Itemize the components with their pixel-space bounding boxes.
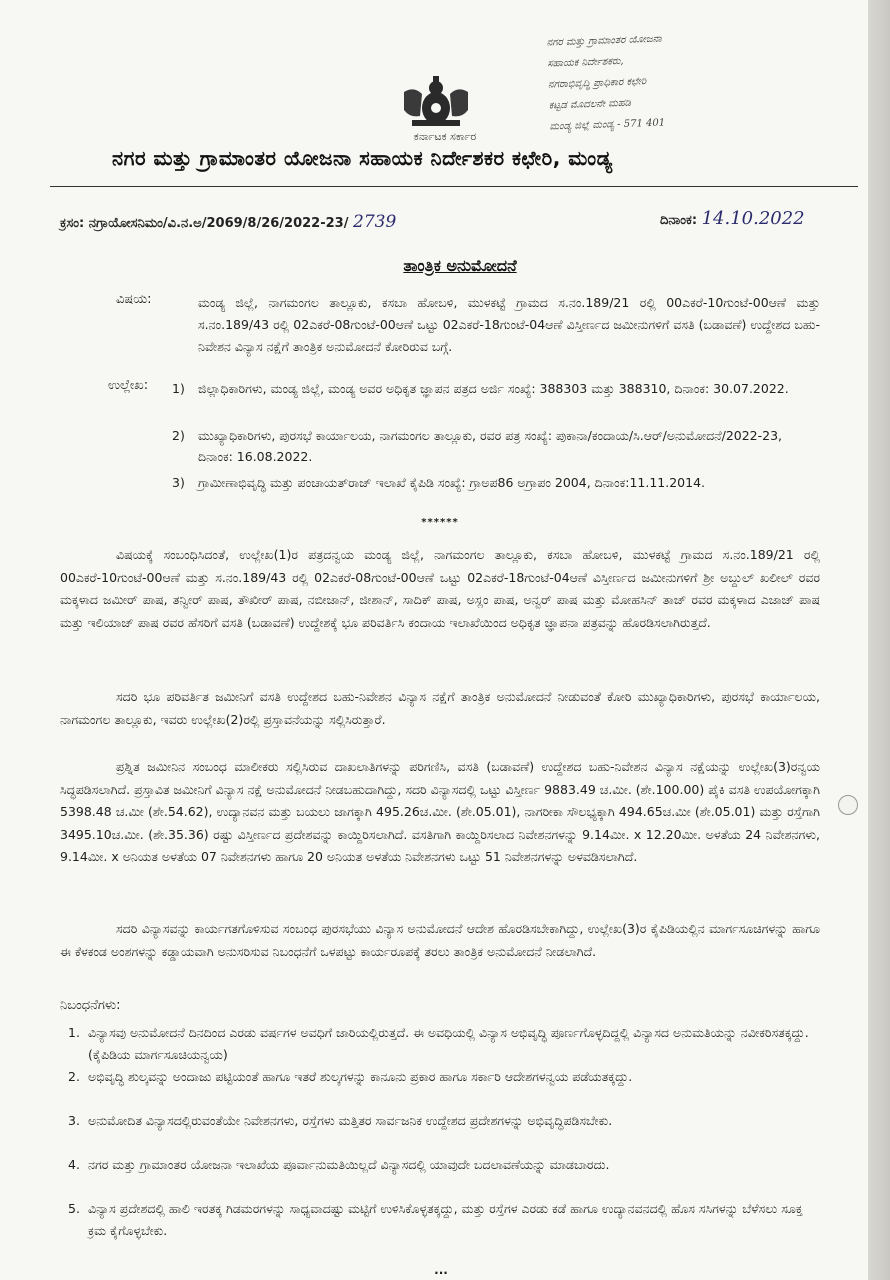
- handwritten-address-line: ಸಹಾಯಕ ನಿರ್ದೇಶಕರು,: [547, 55, 624, 70]
- condition-number: 1.: [68, 1025, 80, 1040]
- header-divider: [50, 186, 858, 187]
- handwritten-address-line: ನಗರಾಭಿವೃದ್ಧಿ ಪ್ರಾಧಿಕಾರ ಕಛೇರಿ: [547, 76, 647, 91]
- page-edge: [868, 0, 890, 1280]
- reference-item-text: ಗ್ರಾಮೀಣಾಭಿವೃದ್ಧಿ ಮತ್ತು ಪಂಚಾಯತ್‌ರಾಜ್ ಇಲಾಖೆ ಕೈಪಿಡಿ ಸಂಖ್ಯೆ: ಗ್ರಾಅಪ86 ಅಗ್ರಾಪಂ 2004, ದಿನಾಂಕ:11.11.2014.: [198, 475, 706, 490]
- condition-text: ವಿನ್ಯಾಸವು ಅನುಮೋದನೆ ದಿನದಿಂದ ಎರಡು ವರ್ಷಗಳ ಅವಧಿಗೆ ಜಾರಿಯಲ್ಲಿರುತ್ತದೆ. ಈ ಅವಧಿಯಲ್ಲಿ ವಿನ್ಯಾಸ ಅಭಿವೃದ್ಧಿ ಪೂರ್ಣಗೊಳ್ಳದಿದ್ದಲ್ಲಿ ವಿನ್ಯಾಸದ ಅನುಮತಿಯನ್ನು ನವೀಕರಿಸತಕ್ಕದ್ದು. (ಕೈಪಿಡಿಯ ಮಾರ್ಗಸೂಚಿಯನ್ವಯ): [88, 1025, 809, 1062]
- reference-number: [60, 212, 620, 232]
- separator: ******: [421, 517, 459, 528]
- body-paragraph: [60, 756, 820, 869]
- body-paragraph: [60, 544, 820, 634]
- reference-item-number: 1): [172, 381, 185, 396]
- date-label: ದಿನಾಂಕ:: [660, 213, 698, 228]
- condition-number: 2.: [68, 1069, 80, 1084]
- body-paragraph-text: ಸದರಿ ಭೂ ಪರಿವರ್ತಿತ ಜಮೀನಿಗೆ ವಸತಿ ಉದ್ದೇಶದ ಬಹು-ನಿವೇಶನ ವಿನ್ಯಾಸ ನಕ್ಷೆಗೆ ತಾಂತ್ರಿಕ ಅನುಮೋದನೆ ನೀಡುವಂತೆ ಕೋರಿ ಮುಖ್ಯಾಧಿಕಾರಿಗಳು, ಪುರಸಭೆ ಕಾರ್ಯಾಲಯ, ನಾಗಮಂಗಲ ತಾಲ್ಲೂಕು, ಇವರು ಉಲ್ಲೇಖ(2)ರಲ್ಲಿ ಪ್ರಸ್ತಾವನೆಯನ್ನು ಸಲ್ಲಿಸಿರುತ್ತಾರೆ.: [60, 689, 820, 727]
- handwritten-reference-number: 2739: [353, 212, 397, 232]
- handwritten-address-line: ಕಟ್ಟಡ ಮೊದಲನೇ ಮಹಡಿ: [548, 97, 632, 112]
- condition-text: ನಗರ ಮತ್ತು ಗ್ರಾಮಾಂತರ ಯೋಜನಾ ಇಲಾಖೆಯ ಪೂರ್ವಾನುಮತಿಯಿಲ್ಲದೆ ವಿನ್ಯಾಸದಲ್ಲಿ ಯಾವುದೇ ಬದಲಾವಣೆಯನ್ನು ಮಾಡಬಾರದು.: [88, 1157, 610, 1172]
- body-paragraph-text: ವಿಷಯಕ್ಕೆ ಸಂಬಂಧಿಸಿದಂತೆ, ಉಲ್ಲೇಖ(1)ರ ಪತ್ರದನ್ವಯ ಮಂಡ್ಯ ಜಿಲ್ಲೆ, ನಾಗಮಂಗಲ ತಾಲ್ಲೂಕು, ಕಸಬಾ ಹೋಬಳಿ, ಮುಳಕಟ್ಟೆ ಗ್ರಾಮದ ಸ.ನಂ.189/21 ರಲ್ಲಿ 00ಎಕರೆ-10ಗುಂಟೆ-00ಆಣೆ ಮತ್ತು ಸ.ನಂ.189/43 ರಲ್ಲಿ 02ಎಕರೆ-08ಗುಂಟೆ-00ಆಣೆ ಒಟ್ಟು 02ಎಕರೆ-18ಗುಂಟೆ-04ಆಣೆ ವಿಸ್ತೀರ್ಣದ ಜಮೀನುಗಳಿಗೆ ಶ್ರೀ ಅಬ್ದುಲ್ ಖಲೀಲ್ ರವರ ಮಕ್ಕಳಾದ ಜಮೀರ್ ಪಾಷ, ತನ್ವೀರ್ ಪಾಷ, ತೌಖೀರ್ ಪಾಷ, ನಬೀಜಾನ್, ಜೀಶಾನ್, ಸಾದಿಕ್ ಪಾಷ, ಅಸ್ಲಂ ಪಾಷ, ಅನ್ವರ್ ಪಾಷ ಮತ್ತು ಮೋಹಸಿನ್ ತಾಜ್ ರವರ ಮಕ್ಕಳಾದ ಎಜಾಜ್ ಪಾಷ ಮತ್ತು ಇಲಿಯಾಜ್ ಪಾಷ ರವರ ಹೆಸರಿಗೆ ವಸತಿ (ಬಡಾವಣೆ) ಉದ್ದೇಶಕ್ಕೆ ಭೂ ಪರಿವರ್ತಿಸಿ ಕಂದಾಯ ಇಲಾಖೆಯಿಂದ ಅಧಿಕೃತ ಜ್ಞಾಪನಾ ಪತ್ರವನ್ನು ಹೊರಡಿಸಲಾಗಿರುತ್ತದೆ.: [60, 547, 820, 630]
- subject-label: ವಿಷಯ:: [116, 292, 152, 307]
- body-paragraph-text: ಪ್ರಶ್ನಿತ ಜಮೀನಿನ ಸಂಬಂಧ ಮಾಲೀಕರು ಸಲ್ಲಿಸಿರುವ ದಾಖಲಾತಿಗಳನ್ನು ಪರಿಗಣಿಸಿ, ವಸತಿ (ಬಡಾವಣೆ) ಉದ್ದೇಶದ ಬಹು-ನಿವೇಶನ ವಿನ್ಯಾಸ ನಕ್ಷೆಯನ್ನು ಉಲ್ಲೇಖ(3)ರನ್ವಯ ಸಿದ್ಧಪಡಿಸಲಾಗಿದೆ. ಪ್ರಸ್ತಾವಿತ ಜಮೀನಿಗೆ ವಿನ್ಯಾಸ ನಕ್ಷೆ ಅನುಮೋದನೆ ನೀಡಬಹುದಾಗಿದ್ದು, ಸದರಿ ವಿನ್ಯಾಸದಲ್ಲಿ ಒಟ್ಟು ವಿಸ್ತೀರ್ಣ 9883.49 ಚ.ಮೀ. (ಶೇ.100.00) ಪೈಕಿ ವಸತಿ ಉಪಯೋಗಕ್ಕಾಗಿ 5398.48 ಚ.ಮೀ (ಶೇ.54.62), ಉದ್ಯಾನವನ ಮತ್ತು ಬಯಲು ಜಾಗಕ್ಕಾಗಿ 495.26ಚ.ಮೀ. (ಶೇ.05.01), ನಾಗರೀಕಾ ಸೌಲಭ್ಯಕ್ಕಾಗಿ 494.65ಚ.ಮೀ (ಶೇ.05.01) ಮತ್ತು ರಸ್ತೆಗಾಗಿ 3495.10ಚ.ಮೀ. (ಶೇ.35.36) ರಷ್ಟು ವಿಸ್ತೀರ್ಣದ ಪ್ರದೇಶವನ್ನು ಕಾಯ್ದಿರಿಸಲಾಗಿದೆ. ವಸತಿಗಾಗಿ ಕಾಯ್ದಿರಿಸಲಾದ ನಿವೇಶನಗಳನ್ನು 9.14ಮೀ. x 12.20ಮೀ. ಅಳತೆಯ 24 ನಿವೇಶನಗಳು, 9.14ಮೀ. x ಅನಿಯತ ಅಳತೆಯ 07 ನಿವೇಶನಗಳು ಹಾಗೂ 20 ಅನಿಯತ ಅಳತೆಯ ನಿವೇಶನಗಳು ಒಟ್ಟು 51 ನಿವೇಶನಗಳನ್ನು ಅಳವಡಿಸಲಾಗಿದೆ.: [60, 759, 820, 864]
- document-date: [660, 208, 860, 229]
- karnataka-emblem-icon: [398, 72, 474, 130]
- condition-text: ಅಭಿವೃದ್ಧಿ ಶುಲ್ಕವನ್ನು ಅಂದಾಜು ಪಟ್ಟಿಯಂತೆ ಹಾಗೂ ಇತರೆ ಶುಲ್ಕಗಳನ್ನು ಕಾನೂನು ಪ್ರಕಾರ ಹಾಗೂ ಸರ್ಕಾರಿ ಆದೇಶಗಳನ್ವಯ ಪಡೆಯತಕ್ಕದ್ದು.: [88, 1069, 633, 1084]
- reference-item-text: ಜಿಲ್ಲಾಧಿಕಾರಿಗಳು, ಮಂಡ್ಯ ಜಿಲ್ಲೆ, ಮಂಡ್ಯ ಅವರ ಅಧಿಕೃತ ಜ್ಞಾಪನ ಪತ್ರದ ಅರ್ಜಿ ಸಂಖ್ಯೆ: 388303 ಮತ್ತು 388310, ದಿನಾಂಕ: 30.07.2022.: [198, 381, 789, 396]
- government-name: ಕರ್ನಾಟಕ ಸರ್ಕಾರ: [413, 130, 477, 143]
- punch-hole: [838, 795, 858, 815]
- handwritten-date: 14.10.2022: [701, 208, 805, 229]
- condition-number: 5.: [68, 1201, 80, 1216]
- body-paragraph: [60, 918, 820, 963]
- reference-label: ಕ್ರಸಂ: ನಗ್ರಾಯೋಸನಿಮಂ/ವಿ.ನ.ಅ/2069/8/26/2022-23/: [60, 216, 349, 231]
- reference-item-number: 3): [172, 475, 185, 490]
- condition-text: ವಿನ್ಯಾಸ ಪ್ರದೇಶದಲ್ಲಿ ಹಾಲಿ ಇರತಕ್ಕ ಗಿಡಮರಗಳನ್ನು ಸಾಧ್ಯವಾದಷ್ಟು ಮಟ್ಟಿಗೆ ಉಳಿಸಿಕೊಳ್ಳತಕ್ಕದ್ದು, ಮತ್ತು ರಸ್ತೆಗಳ ಎರಡು ಕಡೆ ಹಾಗೂ ಉದ್ಯಾನವನದಲ್ಲಿ ಹೊಸ ಸಸಿಗಳನ್ನು ಬೆಳೆಸಲು ಸೂಕ್ತ ಕ್ರಮ ಕೈಗೊಳ್ಳಬೇಕು.: [88, 1201, 803, 1238]
- body-paragraph: [60, 686, 820, 731]
- conditions-heading: ನಿಬಂಧನೆಗಳು:: [60, 998, 121, 1013]
- office-title: ನಗರ ಮತ್ತು ಗ್ರಾಮಾಂತರ ಯೋಜನಾ ಸಹಾಯಕ ನಿರ್ದೇಶಕರ ಕಛೇರಿ, ಮಂಡ್ಯ: [112, 146, 613, 170]
- body-paragraph-text: ಸದರಿ ವಿನ್ಯಾಸವನ್ನು ಕಾರ್ಯಗತಗೊಳಿಸುವ ಸಂಬಂಧ ಪುರಸಭೆಯು ವಿನ್ಯಾಸ ಅನುಮೋದನೆ ಆದೇಶ ಹೊರಡಿಸಬೇಕಾಗಿದ್ದು, ಉಲ್ಲೇಖ(3)ರ ಕೈಪಿಡಿಯಲ್ಲಿನ ಮಾರ್ಗಸೂಚಿಗಳನ್ನು ಹಾಗೂ ಈ ಕೆಳಕಂಡ ಅಂಶಗಳನ್ನು ಕಡ್ಡಾಯವಾಗಿ ಅನುಸರಿಸುವ ನಿಬಂಧನೆಗೆ ಒಳಪಟ್ಟು ಕಾರ್ಯರೂಪಕ್ಕೆ ತರಲು ತಾಂತ್ರಿಕ ಅನುಮೋದನೆ ನೀಡಲಾಗಿದೆ.: [60, 921, 820, 959]
- handwritten-address: [546, 23, 810, 137]
- reference-item-number: 2): [172, 428, 185, 443]
- condition-text: ಅನುಮೋದಿತ ವಿನ್ಯಾಸದಲ್ಲಿರುವಂತೆಯೇ ನಿವೇಶನಗಳು, ರಸ್ತೆಗಳು ಮತ್ತಿತರ ಸಾರ್ವಜನಿಕ ಉದ್ದೇಶದ ಪ್ರದೇಶಗಳನ್ನು ಅಭಿವೃದ್ಧಿಪಡಿಸಬೇಕು.: [88, 1113, 613, 1128]
- condition-number: 4.: [68, 1157, 80, 1172]
- reference-item-text: ಮುಖ್ಯಾಧಿಕಾರಿಗಳು, ಪುರಸಭೆ ಕಾರ್ಯಾಲಯ, ನಾಗಮಂಗಲ ತಾಲ್ಲೂಕು, ರವರ ಪತ್ರ ಸಂಖ್ಯೆ: ಪುಕಾನಾ/ಕಂದಾಯ/ಸಿ.ಆರ್/ಅನುಮೋದನೆ/2022-23, ದಿನಾಂಕ: 16.08.2022.: [198, 428, 783, 464]
- handwritten-address-line: ನಗರ ಮತ್ತು ಗ್ರಾಮಾಂತರ ಯೋಜನಾ: [546, 33, 662, 49]
- references-label: ಉಲ್ಲೇಖ:: [108, 378, 149, 393]
- subject-text: ಮಂಡ್ಯ ಜಿಲ್ಲೆ, ನಾಗಮಂಗಲ ತಾಲ್ಲೂಕು, ಕಸಬಾ ಹೋಬಳಿ, ಮುಳಕಟ್ಟೆ ಗ್ರಾಮದ ಸ.ನಂ.189/21 ರಲ್ಲಿ 00ಎಕರೆ-10ಗುಂಟೆ-00ಆಣೆ ಮತ್ತು ಸ.ನಂ.189/43 ರಲ್ಲಿ 02ಎಕರೆ-08ಗುಂಟೆ-00ಆಣೆ ಒಟ್ಟು 02ಎಕರೆ-18ಗುಂಟೆ-04ಆಣೆ ವಿಸ್ತೀರ್ಣದ ಜಮೀನುಗಳಿಗೆ ವಸತಿ (ಬಡಾವಣೆ) ಉದ್ದೇಶದ ಬಹು-ನಿವೇಶನ ವಿನ್ಯಾಸ ನಕ್ಷೆಗೆ ತಾಂತ್ರಿಕ ಅನುಮೋದನೆ ಕೋರಿರುವ ಬಗ್ಗೆ.: [198, 295, 820, 354]
- page-continuation-mark: ...: [434, 1263, 448, 1277]
- document-title: ತಾಂತ್ರಿಕ ಅನುಮೋದನೆ: [403, 256, 517, 275]
- handwritten-address-line: ಮಂಡ್ಯ ಜಿಲ್ಲೆ ಮಂಡ್ಯ - 571 401: [549, 117, 666, 133]
- condition-number: 3.: [68, 1113, 80, 1128]
